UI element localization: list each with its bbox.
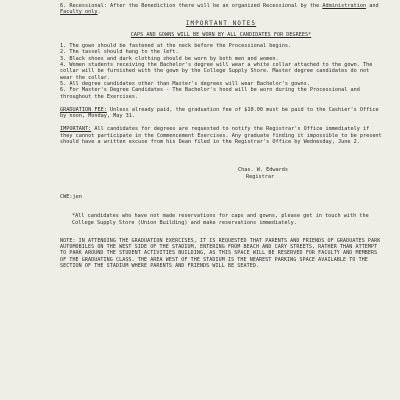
faculty-text: Faculty only [60,9,98,16]
and-text: and [366,3,379,9]
period-text: . [97,9,101,16]
administration-text: Administration [322,3,367,9]
important-text: All candidates for degrees are requested to notify the Registrar's Office immediately if they cannot participate in the Commencement Exercises. Any graduate finding it impossible to be present should have a written excuse from his Dean filed in the Registrar's Office by Wednesday, June 2. [60,126,382,146]
graduation-fee-label: GRADUATION FEE: [60,106,107,113]
graduation-fee-text: Unless already paid, the graduation fee of $10.00 must be paid to the Cashier's Office by noon, Monday, May 31. [60,106,379,120]
list-item: 1. The gown should be fastened at the neck before the Processional begins. [60,43,292,50]
parking-note: NOTE: IN ATTENDING THE GRADUATION EXERCISES, IT IS REQUESTED THAT PARENTS AND FRIENDS OF GRADUATES PARK AUTOMOBILES ON THE WEST SIDE OF THE STADIUM, ENTERING FROM BEACH AND CARY STREETS, RATHER THAN ATTEMPT TO PARK AROUND THE STUDENT ACTIVITIES BUILDING, AS THIS SPACE WILL BE RESERVED FOR FACULTY AND MEMBERS OF THE GRADUATING CLASS. THE AREA WEST OF THE STADIUM IS THE NEAREST PARKING SPACE AVAILABLE TO THE SECTION OF THE STADIUM WHERE PARENTS AND FRIENDS WILL BE SEATED. [60,237,381,270]
instructions-list [60,43,382,100]
list-item: 6. For Master's Degree Candidates - The Bachelor's hood will be worn during the Processional and throughout the Exercises. [60,87,360,100]
important-paragraph [60,126,382,145]
recessional-text: 6. Recessional: After the Benediction there will be an organized Recessional by the [60,3,323,9]
list-item: 2. The tassel should hang to the left. [60,49,179,56]
section-title: IMPORTANT NOTES [185,20,257,27]
list-item: 5. All degree candidates other than Master's degrees will wear Bachelor's gowns. [60,80,310,87]
typist-initials: CWE:jen [60,193,82,200]
signature-name: Chas. W. Edwards [238,167,288,174]
footnote-paragraph: *All candidates who have not made reservations for caps and gowns, please get in touch with the College Supply Store (Union Building) and make reservations immediately. [72,213,369,226]
signature-title: Registrar [246,173,275,180]
graduation-fee-paragraph [60,107,382,120]
list-item: 3. Black shoes and dark clothing should be worn by both men and women. [60,55,279,62]
important-label: IMPORTANT: [60,126,92,133]
recessional-paragraph [60,3,382,16]
list-item: 4. Women students receiving the Bachelor's degree will wear a white collar attached to the gown. The collar will be furnished with the gown by the College Supply Store. Master degree candidates do not wear the collar. [60,62,373,81]
caps-gowns-heading: CAPS AND GOWNS WILL BE WORN BY ALL CANDIDATES FOR DEGREES* [130,31,312,38]
